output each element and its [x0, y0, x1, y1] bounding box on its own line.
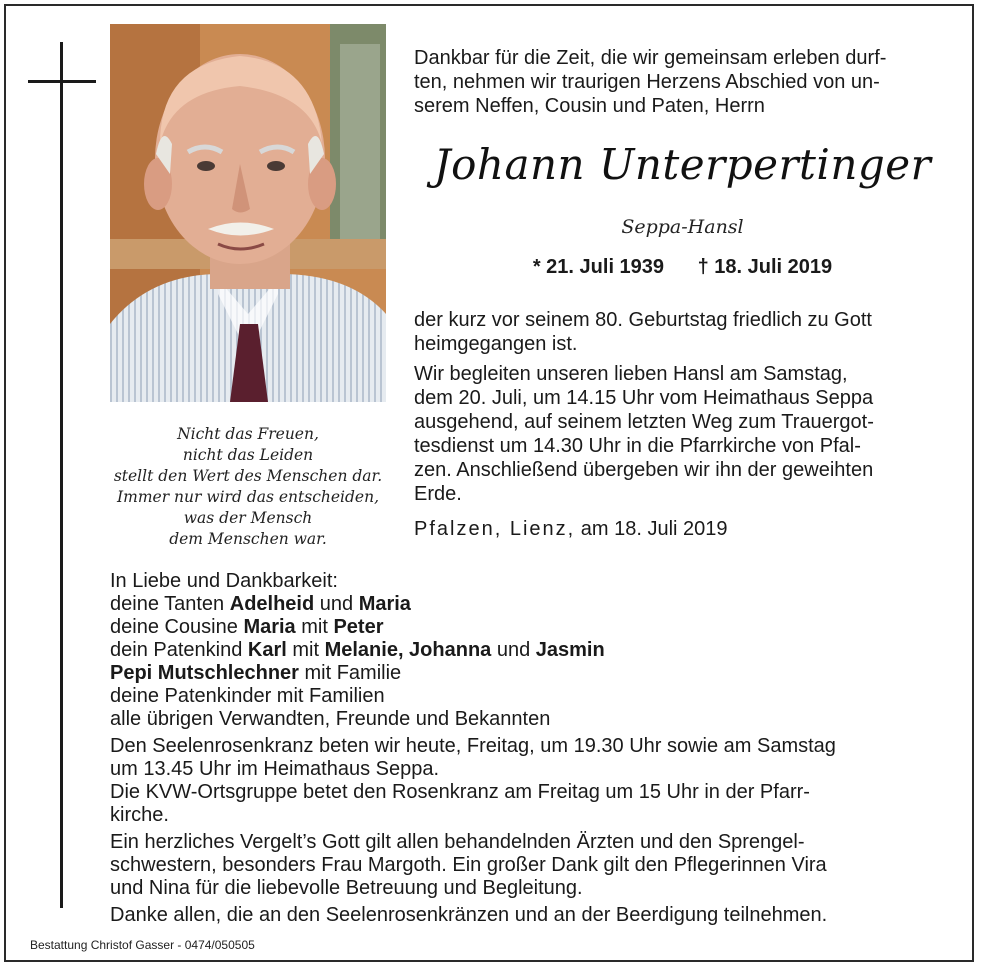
poem-line: Immer nur wird das entscheiden,: [117, 488, 379, 506]
poem-line: nicht das Leiden: [182, 446, 314, 464]
thanks-notice: Ein herzliches Vergelt’s Gott gilt allen behandelnden Ärzten und den Sprengel- schwestern, besonders Frau Margoth. Ein großer Dank gilt den Pflegerinnen Vira und Nina für die liebevolle Betreuung und Begleitung.: [110, 831, 827, 899]
notice-date: am 18. Juli 2019: [580, 518, 728, 540]
place-date: [414, 518, 728, 541]
funeral-paragraph: [414, 362, 949, 506]
mourner-line: deine Cousine Maria mit Peter: [110, 616, 384, 638]
cross-icon: [60, 42, 63, 908]
mourners-heading: In Liebe und Dankbarkeit:: [110, 570, 338, 592]
mourner-line: Pepi Mutschlechner mit Familie: [110, 662, 402, 684]
intro-line: serem Neffen, Cousin und Paten, Herrn: [414, 95, 765, 117]
funeral-line: tesdienst um 14.30 Uhr in die Pfarrkirche von Pfal-: [414, 435, 861, 457]
portrait-photo: [110, 24, 386, 402]
birth-date: * 21. Juli 1939: [532, 256, 665, 278]
mourner-line: deine Patenkinder mit Familien: [110, 685, 385, 707]
deceased-name: Johann Unterpertinger: [433, 140, 932, 189]
funeral-line: zen. Anschließend übergeben wir ihn der geweihten: [414, 459, 874, 481]
funeral-home-footer: Bestattung Christof Gasser - 0474/050505: [30, 938, 255, 952]
cross-icon-bar: [28, 80, 96, 83]
poem-line: Nicht das Freuen,: [177, 425, 319, 443]
intro-line: Dankbar für die Zeit, die wir gemeinsam erleben durf-: [414, 47, 887, 69]
life-dates: [405, 256, 960, 279]
intro-paragraph: [414, 46, 949, 118]
mourner-line: deine Tanten Adelheid und Maria: [110, 593, 411, 615]
mourner-line: alle übrigen Verwandten, Freunde und Bekannten: [110, 708, 551, 730]
passing-line: der kurz vor seinem 80. Geburtstag friedlich zu Gott: [414, 309, 872, 331]
final-thanks: Danke allen, die an den Seelenrosenkränzen und an der Beerdigung teilnehmen.: [110, 904, 828, 926]
funeral-line: Erde.: [414, 483, 462, 505]
passing-line: heimgegangen ist.: [414, 333, 578, 355]
funeral-line: dem 20. Juli, um 14.15 Uhr vom Heimathaus Seppa: [414, 387, 874, 409]
passing-paragraph: [414, 308, 949, 356]
mourners-section: [110, 570, 950, 927]
poem-line: was der Mensch: [183, 509, 313, 527]
intro-line: ten, nehmen wir traurigen Herzens Abschied von un-: [414, 71, 880, 93]
deceased-nickname: Seppa-Hansl: [621, 216, 744, 238]
mourner-line: dein Patenkind Karl mit Melanie, Johanna und Jasmin: [110, 639, 605, 661]
poem: [110, 424, 386, 550]
death-date: † 18. Juli 2019: [697, 256, 833, 278]
poem-line: stellt den Wert des Menschen dar.: [113, 467, 383, 485]
rosary-notice: Den Seelenrosenkranz beten wir heute, Freitag, um 19.30 Uhr sowie am Samstag um 13.45 Uhr im Heimathaus Seppa.: [110, 735, 836, 780]
place: Pfalzen, Lienz,: [414, 518, 576, 540]
funeral-line: Wir begleiten unseren lieben Hansl am Samstag,: [414, 363, 848, 385]
kvw-notice: Die KVW-Ortsgruppe betet den Rosenkranz am Freitag um 15 Uhr in der Pfarr- kirche.: [110, 781, 810, 826]
funeral-line: ausgehend, auf seinem letzten Weg zum Trauergot-: [414, 411, 874, 433]
poem-line: dem Menschen war.: [169, 530, 327, 548]
